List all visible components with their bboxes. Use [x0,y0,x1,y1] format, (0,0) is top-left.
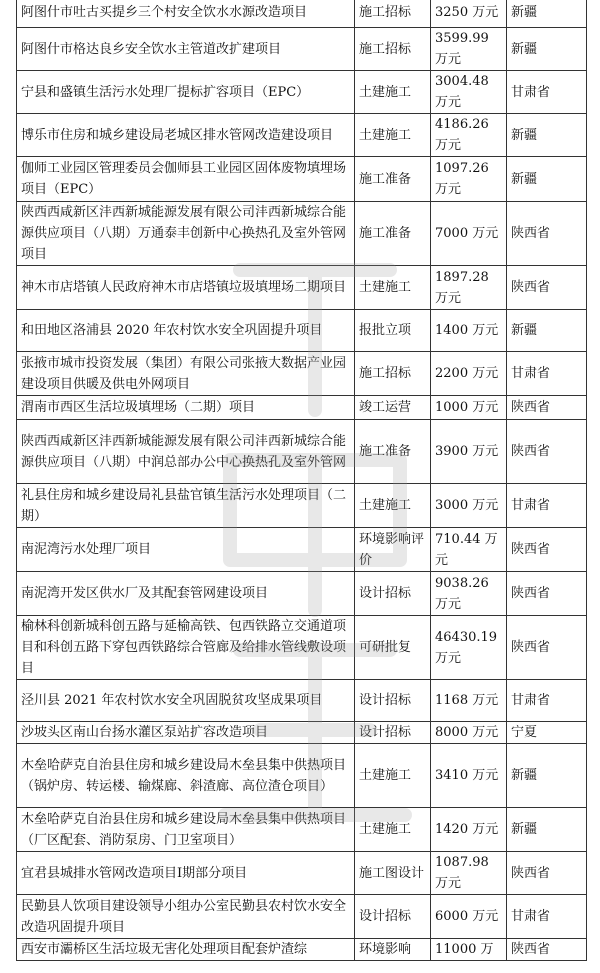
project-amount: 3004.48 万元 [431,71,507,114]
project-name: 宜君县城排水管网改造项目Ⅰ期部分项目 [17,852,355,895]
project-name: 神木市店塔镇人民政府神木市店塔镇垃圾填埋场二期项目 [17,266,355,310]
table-row [17,266,587,310]
project-stage: 土建施工 [355,71,431,114]
project-region: 新疆 [507,157,587,202]
project-region: 陕西省 [507,616,587,680]
table-row [17,114,587,157]
project-amount: 3599.99 万元 [431,28,507,71]
project-name: 西安市灞桥区生活垃圾无害化处理项目配套炉渣综 [17,939,355,961]
project-name: 阿图什市格达良乡安全饮水主管道改扩建项目 [17,28,355,71]
table-row [17,680,587,722]
table-row [17,528,587,572]
project-name: 礼县住房和城乡建设局礼县盐官镇生活污水处理项目（二期） [17,484,355,528]
project-amount: 1168 万元 [431,680,507,722]
table-row [17,852,587,895]
project-region: 新疆 [507,28,587,71]
project-stage: 可研批复 [355,616,431,680]
project-name: 渭南市西区生活垃圾填埋场（二期）项目 [17,396,355,420]
project-region: 甘肃省 [507,71,587,114]
project-name: 泾川县 2021 年农村饮水安全巩固脱贫攻坚成果项目 [17,680,355,722]
project-region: 甘肃省 [507,484,587,528]
project-amount: 4186.26 万元 [431,114,507,157]
project-amount: 1087.98 万元 [431,852,507,895]
project-name: 木垒哈萨克自治县住房和城乡建设局木垒县集中供热项目（厂区配套、消防泵房、门卫室项目） [17,808,355,852]
project-region: 新疆 [507,808,587,852]
project-stage: 施工图设计 [355,852,431,895]
project-region: 宁夏 [507,722,587,744]
project-stage: 设计招标 [355,722,431,744]
project-amount: 1897.28 万元 [431,266,507,310]
project-stage: 施工准备 [355,202,431,266]
project-name: 宁县和盛镇生活污水处理厂提标扩容项目（EPC） [17,71,355,114]
project-amount: 1097.26 万元 [431,157,507,202]
project-region: 陕西省 [507,939,587,961]
project-amount: 46430.19 万元 [431,616,507,680]
project-stage: 竣工运营 [355,396,431,420]
table-row [17,572,587,616]
project-amount: 3250 万元 [431,0,507,28]
project-name: 南泥湾开发区供水厂及其配套管网建设项目 [17,572,355,616]
project-region: 新疆 [507,0,587,28]
project-stage: 土建施工 [355,808,431,852]
project-name: 陕西西咸新区沣西新城能源发展有限公司沣西新城综合能源供应项目（八期）中润总部办公中心换热孔及室外管网 [17,420,355,484]
table-row [17,157,587,202]
table-row [17,352,587,396]
project-amount: 8000 万元 [431,722,507,744]
table-row [17,28,587,71]
project-region: 甘肃省 [507,895,587,939]
table-row [17,310,587,352]
project-stage: 设计招标 [355,895,431,939]
project-region: 陕西省 [507,396,587,420]
table-row [17,396,587,420]
project-stage: 设计招标 [355,680,431,722]
project-stage: 土建施工 [355,484,431,528]
project-stage: 施工招标 [355,352,431,396]
project-stage: 施工招标 [355,28,431,71]
table-row [17,744,587,808]
project-region: 陕西省 [507,202,587,266]
project-amount: 3000 万元 [431,484,507,528]
project-amount: 710.44 万元 [431,528,507,572]
project-region: 陕西省 [507,528,587,572]
project-amount: 11000 万 [431,939,507,961]
project-region: 甘肃省 [507,352,587,396]
project-stage: 环境影响 [355,939,431,961]
project-amount: 1400 万元 [431,310,507,352]
project-amount: 3410 万元 [431,744,507,808]
project-name: 民勤县人饮项目建设领导小组办公室民勤县农村饮水安全改造巩固提升项目 [17,895,355,939]
table-row [17,71,587,114]
table-row [17,895,587,939]
project-name: 陕西西咸新区沣西新城能源发展有限公司沣西新城综合能源供应项目（八期）万通泰丰创新中心换热孔及室外管网项目 [17,202,355,266]
project-stage: 施工准备 [355,157,431,202]
project-region: 陕西省 [507,852,587,895]
project-amount: 7000 万元 [431,202,507,266]
project-stage: 环境影响评价 [355,528,431,572]
project-amount: 9038.26 万元 [431,572,507,616]
project-stage: 施工准备 [355,420,431,484]
table-row [17,939,587,961]
table-row [17,616,587,680]
project-name: 和田地区洛浦县 2020 年农村饮水安全巩固提升项目 [17,310,355,352]
project-region: 新疆 [507,744,587,808]
project-name: 阿图什市吐古买提乡三个村安全饮水水源改造项目 [17,0,355,28]
project-region: 甘肃省 [507,680,587,722]
project-name: 张掖市城市投资发展（集团）有限公司张掖大数据产业园建设项目供暖及供电外网项目 [17,352,355,396]
project-stage: 土建施工 [355,114,431,157]
project-amount: 6000 万元 [431,895,507,939]
project-region: 新疆 [507,310,587,352]
project-stage: 施工招标 [355,0,431,28]
project-region: 陕西省 [507,266,587,310]
project-amount: 3900 万元 [431,420,507,484]
project-name: 榆林科创新城科创五路与延榆高铁、包西铁路立交通道项目和科创五路下穿包西铁路综合管廊及给排水管线敷设项目 [17,616,355,680]
table-row [17,0,587,28]
table-row [17,808,587,852]
table-row [17,420,587,484]
project-name: 伽师工业园区管理委员会伽师县工业园区固体废物填埋场项目（EPC） [17,157,355,202]
project-region: 新疆 [507,114,587,157]
project-region: 陕西省 [507,572,587,616]
project-amount: 1420 万元 [431,808,507,852]
table-row [17,202,587,266]
project-name: 博乐市住房和城乡建设局老城区排水管网改造建设项目 [17,114,355,157]
project-table [16,0,587,961]
project-name: 沙坡头区南山台扬水灌区泵站扩容改造项目 [17,722,355,744]
project-region: 陕西省 [507,420,587,484]
project-name: 木垒哈萨克自治县住房和城乡建设局木垒县集中供热项目（锅炉房、转运楼、输煤廊、斜渣廊、高位渣仓项目） [17,744,355,808]
project-name: 南泥湾污水处理厂项目 [17,528,355,572]
project-amount: 1000 万元 [431,396,507,420]
project-stage: 设计招标 [355,572,431,616]
project-stage: 报批立项 [355,310,431,352]
project-stage: 土建施工 [355,744,431,808]
table-row [17,484,587,528]
table-row [17,722,587,744]
project-amount: 2200 万元 [431,352,507,396]
project-stage: 土建施工 [355,266,431,310]
